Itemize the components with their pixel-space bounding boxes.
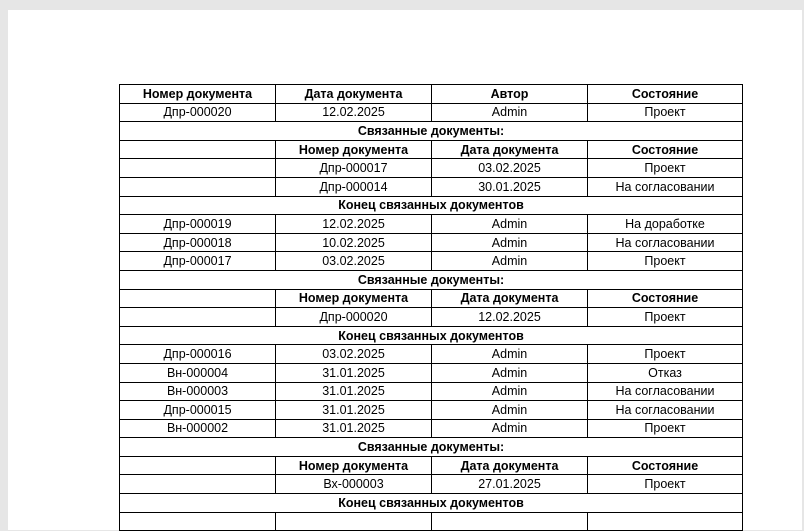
linked-header-status: Состояние <box>588 140 743 159</box>
linked-document-date: 30.01.2025 <box>432 177 588 196</box>
linked-header-number: Номер документа <box>276 140 432 159</box>
linked-document-number: Дпр-000014 <box>276 177 432 196</box>
document-author: Admin <box>432 363 588 382</box>
document-row <box>120 382 743 401</box>
linked-section-end-label: Конец связанных документов <box>120 494 743 513</box>
linked-header-spacer <box>120 456 276 475</box>
linked-section-end-row <box>120 494 743 513</box>
document-date: 31.01.2025 <box>276 401 432 420</box>
document-number: Вн-000003 <box>120 382 276 401</box>
document-row <box>120 103 743 122</box>
header-number: Номер документа <box>120 85 276 104</box>
document-author: Admin <box>432 419 588 438</box>
table-header-row <box>120 85 743 104</box>
document-date: 10.02.2025 <box>276 233 432 252</box>
header-date: Дата документа <box>276 85 432 104</box>
document-row <box>120 363 743 382</box>
linked-document-row <box>120 308 743 327</box>
document-number: Дпр-000020 <box>120 103 276 122</box>
linked-section-start-row <box>120 438 743 457</box>
linked-document-number: Вх-000003 <box>276 475 432 494</box>
document-date: 12.02.2025 <box>276 103 432 122</box>
linked-section-start-label: Связанные документы: <box>120 122 743 141</box>
document-author: Admin <box>432 103 588 122</box>
document-number: Дпр-000015 <box>120 401 276 420</box>
document-row <box>120 345 743 364</box>
linked-header-spacer <box>120 289 276 308</box>
linked-section-end-row <box>120 196 743 215</box>
linked-section-end-row <box>120 326 743 345</box>
linked-header-date: Дата документа <box>432 456 588 475</box>
linked-header-date: Дата документа <box>432 289 588 308</box>
document-status: Проект <box>588 419 743 438</box>
document-author: Admin <box>432 252 588 271</box>
linked-header-row <box>120 140 743 159</box>
linked-section-end-label: Конец связанных документов <box>120 196 743 215</box>
linked-document-status: На согласовании <box>588 177 743 196</box>
linked-document-status: Проект <box>588 159 743 178</box>
document-number: Вн-000004 <box>120 363 276 382</box>
document-number: Вн-000002 <box>120 419 276 438</box>
document-row <box>120 419 743 438</box>
linked-header-number: Номер документа <box>276 289 432 308</box>
document-status: На доработке <box>588 215 743 234</box>
document-status: Проект <box>588 345 743 364</box>
linked-header-number: Номер документа <box>276 456 432 475</box>
linked-spacer <box>120 475 276 494</box>
linked-document-number: Дпр-000020 <box>276 308 432 327</box>
document-row <box>120 233 743 252</box>
linked-header-date: Дата документа <box>432 140 588 159</box>
linked-document-row <box>120 475 743 494</box>
document-number: Дпр-000016 <box>120 345 276 364</box>
document-status: Проект <box>588 103 743 122</box>
linked-document-status: Проект <box>588 308 743 327</box>
documents-table <box>119 84 743 531</box>
header-author: Автор <box>432 85 588 104</box>
document-page <box>8 10 802 530</box>
document-author: Admin <box>432 345 588 364</box>
document-status: Проект <box>588 252 743 271</box>
linked-section-start-label: Связанные документы: <box>120 270 743 289</box>
document-author: Admin <box>432 215 588 234</box>
document-status: На согласовании <box>588 233 743 252</box>
linked-document-status: Проект <box>588 475 743 494</box>
document-number: Дпр-000017 <box>120 252 276 271</box>
linked-spacer <box>120 308 276 327</box>
linked-section-start-row <box>120 270 743 289</box>
document-date: 31.01.2025 <box>276 363 432 382</box>
linked-header-row <box>120 289 743 308</box>
document-date: 31.01.2025 <box>276 382 432 401</box>
document-author: Admin <box>432 382 588 401</box>
linked-document-row <box>120 177 743 196</box>
document-row <box>120 215 743 234</box>
document-author: Admin <box>432 401 588 420</box>
header-status: Состояние <box>588 85 743 104</box>
linked-header-status: Состояние <box>588 456 743 475</box>
document-date: 03.02.2025 <box>276 345 432 364</box>
document-author: Admin <box>432 233 588 252</box>
linked-header-row <box>120 456 743 475</box>
linked-spacer <box>120 159 276 178</box>
document-date: 31.01.2025 <box>276 419 432 438</box>
document-date: 03.02.2025 <box>276 252 432 271</box>
document-date: 12.02.2025 <box>276 215 432 234</box>
document-row <box>120 252 743 271</box>
linked-section-start-row <box>120 122 743 141</box>
linked-document-number: Дпр-000017 <box>276 159 432 178</box>
linked-document-date: 27.01.2025 <box>432 475 588 494</box>
documents-table-body <box>120 85 743 531</box>
document-status: На согласовании <box>588 401 743 420</box>
document-row <box>120 401 743 420</box>
linked-document-date: 12.02.2025 <box>432 308 588 327</box>
linked-header-status: Состояние <box>588 289 743 308</box>
linked-spacer <box>120 177 276 196</box>
document-number: Дпр-000019 <box>120 215 276 234</box>
linked-section-start-label: Связанные документы: <box>120 438 743 457</box>
linked-document-date: 03.02.2025 <box>432 159 588 178</box>
linked-section-end-label: Конец связанных документов <box>120 326 743 345</box>
linked-document-row <box>120 159 743 178</box>
document-number: Дпр-000018 <box>120 233 276 252</box>
document-status: Отказ <box>588 363 743 382</box>
linked-header-spacer <box>120 140 276 159</box>
document-status: На согласовании <box>588 382 743 401</box>
